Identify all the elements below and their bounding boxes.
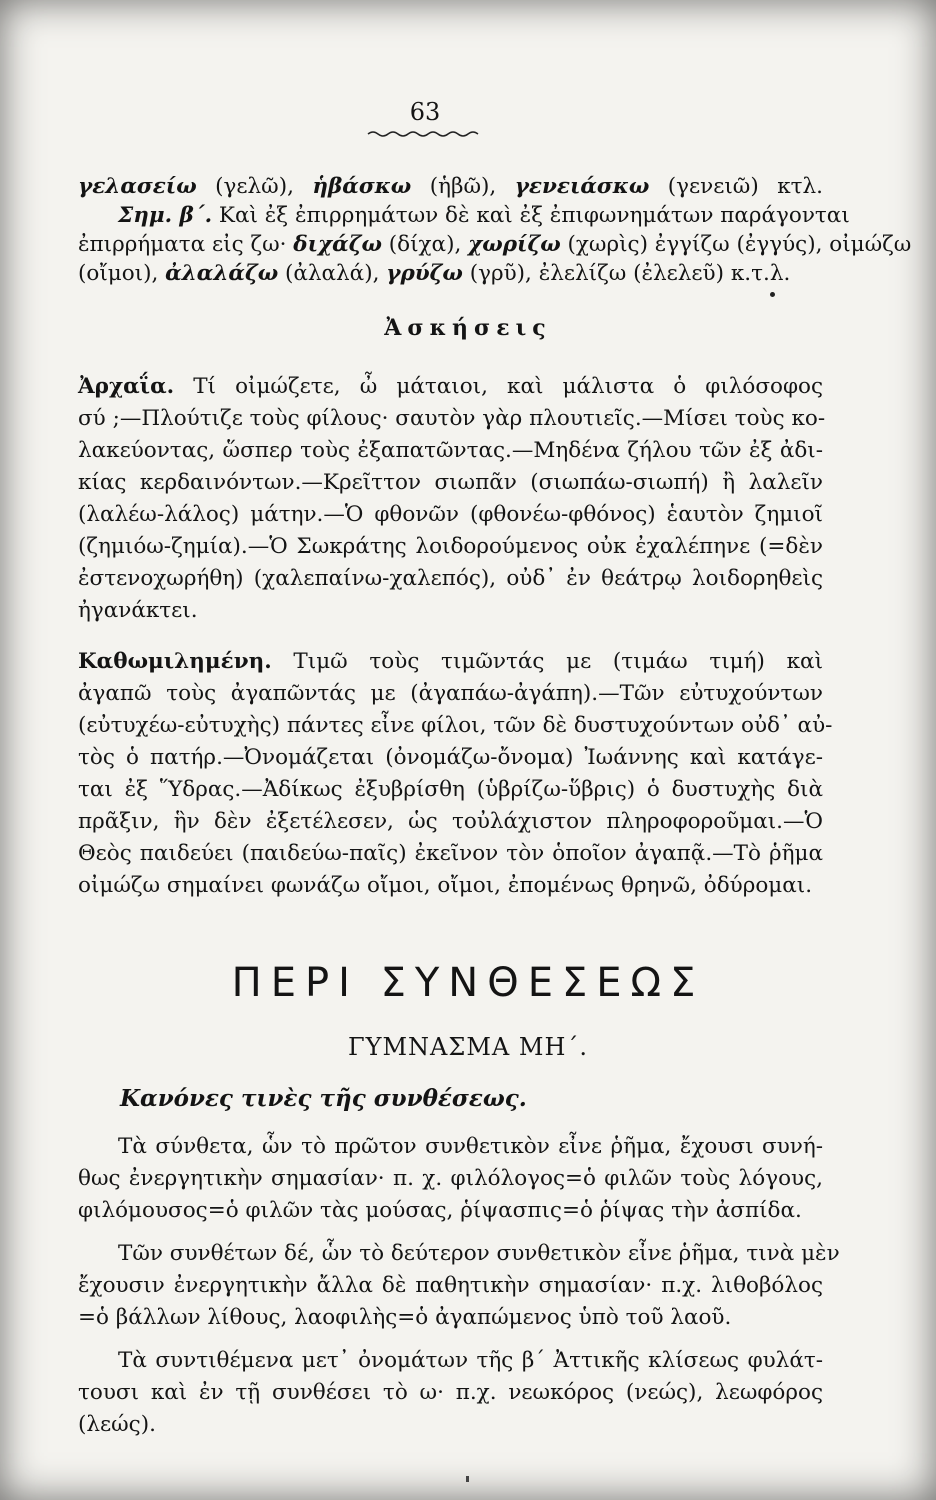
text-run: Τί οἰμώζετε, ὦ μάταιοι, καὶ μάλιστα ὁ φιλόσοφος (174, 374, 823, 399)
text-line: (εὐτυχέω-εὐτυχὴς) πάντες εἶνε φίλοι, τῶν δὲ δυστυχούντων οὐδ᾽ αὐ- (78, 713, 833, 738)
text-line: τουσι καὶ ἐν τῇ συνθέσει τὸ ω· π.χ. νεωκόρος (νεώς), λεωφόρος (78, 1380, 823, 1405)
text-line: κίας κερδαινόντων.—Κρεῖττον σιωπᾶν (σιωπάω-σιωπή) ἢ λαλεῖν (78, 470, 823, 495)
text-line: τὸς ὁ πατήρ.—Ὀνομάζεται (ὀνομάζω-ὄνομα) Ἰωάννης καὶ κατάγε- (78, 745, 823, 770)
text-run: (γρῦ), ἐλελίζω (ἐλελεῦ) κ.τ.λ. (462, 261, 791, 286)
text-line: πρᾶξιν, ἣν δὲν ἐξετέλεσεν, ὡς τοὐλάχιστον πληροφοροῦμαι.—Ὁ (78, 809, 823, 834)
rules-heading: Κανόνες τινὲς τῆς συνθέσεως. (120, 1085, 527, 1112)
section-heading-askiseis: Ἀσκήσεις (384, 315, 552, 341)
word-italic: ἡβάσκω (312, 174, 412, 199)
text-run: ἐπιρρήματα εἰς ζω· (78, 232, 294, 257)
paragraph-label: Ἀρχαΐα. (78, 374, 175, 399)
chapter-title: ΠΕΡΙ ΣΥΝΘΕΣΕΩΣ (231, 960, 705, 1006)
text-line: =ὁ βάλλων λίθους, λαοφιλὴς=ὁ ἀγαπώμενος ὑπὸ τοῦ λαοῦ. (78, 1305, 732, 1330)
text-line: ἐστενοχωρήθη) (χαλεπαίνω-χαλεπός), οὐδ᾽ ἐν θεάτρῳ λοιδορηθεὶς (78, 566, 823, 591)
word-italic: γρύζω (386, 261, 463, 286)
text-line: (λαλέω-λάλος) μάτην.—Ὁ φθονῶν (φθονέω-φθόνος) ἑαυτὸν ζημιοῖ (78, 502, 823, 527)
paragraph-label: Καθωμιλημένη. (78, 649, 272, 674)
text-line: (ζημιόω-ζημία).—Ὁ Σωκράτης λοιδορούμενος οὐκ ἐχαλέπηνε (=δὲν (78, 534, 823, 559)
text-run: (γενειῶ) κτλ. (649, 174, 823, 199)
text-line: ται ἐξ Ὕδρας.—Ἀδίκως ἐξυβρίσθη (ὑβρίζω-ὕβρις) ὁ δυστυχὴς διὰ (78, 777, 823, 802)
text-line: θως ἐνεργητικὴν σημασίαν· π. χ. φιλόλογος=ὁ φιλῶν τοὺς λόγους, (78, 1166, 823, 1191)
text-line: Τῶν συνθέτων δέ, ὧν τὸ δεύτερον συνθετικὸν εἶνε ῥῆμα, τινὰ μὲν (118, 1241, 840, 1266)
text-line: φιλόμουσος=ὁ φιλῶν τὰς μούσας, ῥίψασπις=ὁ ῥίψας τὴν ἀσπίδα. (78, 1198, 802, 1223)
text-run: (ἡβῶ), (411, 174, 515, 199)
exercise-title: ΓΥΜΝΑΣΜΑ ΜΗ΄. (347, 1033, 589, 1061)
text-run: (δίχα), (381, 232, 469, 257)
text-line: ἠγανάκτει. (78, 598, 198, 623)
text-run: (γελῶ), (196, 174, 313, 199)
word-italic: γελασείω (78, 174, 197, 199)
text-line (78, 648, 823, 675)
text-line: λακεύοντας, ὥσπερ τοὺς ἐξαπατῶντας.—Μηδένα ζήλου τῶν ἐξ ἀδι- (78, 438, 823, 463)
word-italic: χωρίζω (468, 232, 561, 257)
text-run: (οἴμοι), (78, 261, 166, 286)
word-italic: γενειάσκω (514, 174, 650, 199)
text-line: ἀγαπῶ τοὺς ἀγαπῶντάς με (ἀγαπάω-ἀγάπη).—Τῶν εὐτυχούντων (78, 681, 823, 706)
text-line: Τὰ σύνθετα, ὧν τὸ πρῶτον συνθετικὸν εἶνε ῥῆμα, ἔχουσι συνή- (118, 1134, 823, 1159)
text-run: Τιμῶ τοὺς τιμῶντάς με (τιμάω τιμή) καὶ (271, 649, 823, 674)
text-line (78, 373, 823, 400)
text-line: Τὰ συντιθέμενα μετ᾽ ὀνομάτων τῆς β΄ Ἀττικῆς κλίσεως φυλάτ- (118, 1348, 823, 1373)
ink-speck (466, 1476, 469, 1482)
text-line: (λεώς). (78, 1412, 156, 1437)
text-run: Καὶ ἐξ ἐπιρρημάτων δὲ καὶ ἐξ ἐπιφωνημάτων παράγονται (212, 203, 850, 228)
text-line (78, 173, 823, 200)
ink-dot (770, 292, 775, 297)
text-line: Θεὸς παιδεύει (παιδεύω-παῖς) ἐκεῖνον τὸν ὁποῖον ἀγαπᾷ.—Τὸ ῥῆμα (78, 841, 823, 866)
text-line: οἰμώζω σημαίνει φωνάζω οἴμοι, οἴμοι, ἐπομένως θρηνῶ, ὀδύρομαι. (78, 873, 813, 898)
text-line: σύ ;—Πλούτιζε τοὺς φίλους· σαυτὸν γὰρ πλουτιεῖς.—Μίσει τοὺς κο- (78, 406, 826, 431)
text-line (78, 231, 912, 258)
text-line: ἔχουσιν ἐνεργητικὴν ἄλλα δὲ παθητικὴν σημασίαν· π.χ. λιθοβόλος (78, 1273, 823, 1298)
text-line (78, 260, 791, 287)
note-label: Σημ. β΄. (118, 203, 213, 228)
page-number-underline (368, 130, 478, 138)
word-italic: ἀλαλάζω (165, 261, 279, 286)
text-run: (χωρὶς) ἐγγίζω (ἐγγύς), οἰμώζω (560, 232, 912, 257)
text-line (118, 202, 850, 229)
word-italic: διχάζω (293, 232, 382, 257)
page-number: 63 (409, 98, 441, 126)
text-run: (ἀλαλά), (278, 261, 387, 286)
